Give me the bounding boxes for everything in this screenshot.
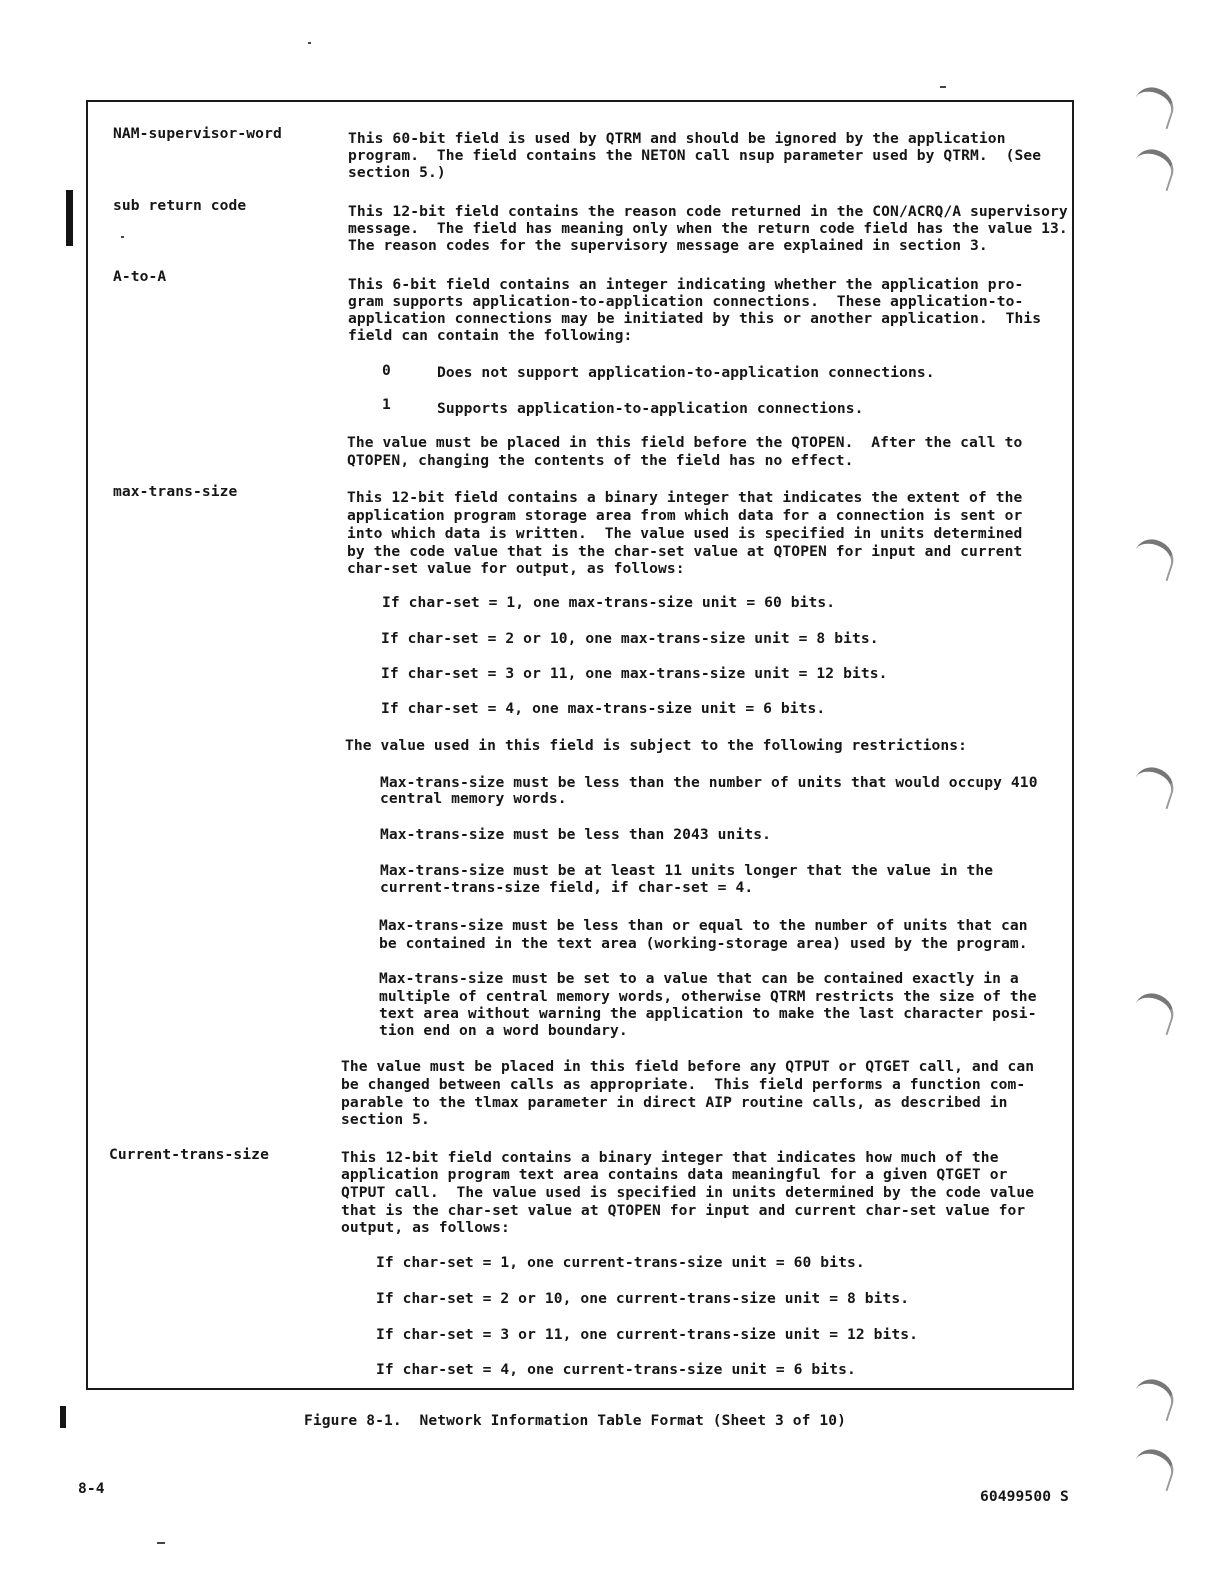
binder-hole bbox=[1129, 1445, 1178, 1492]
unit-rule: If char-set = 3 or 11, one max-trans-size unit = 12 bits. bbox=[381, 665, 888, 682]
entry-note-line: parable to the tlmax parameter in direct AIP routine calls, as described in bbox=[341, 1094, 1008, 1111]
entry-term: max-trans-size bbox=[113, 483, 238, 500]
entry-term: A-to-A bbox=[113, 268, 167, 285]
value-code: 1 bbox=[382, 396, 391, 413]
restriction-line: Max-trans-size must be at least 11 units longer that the value in the bbox=[380, 862, 994, 879]
restriction-line: Max-trans-size must be less than the number of units that would occupy 410 bbox=[380, 774, 1038, 791]
restrictions-intro: The value used in this field is subject to the following restrictions: bbox=[345, 737, 968, 754]
binder-hole bbox=[1129, 989, 1178, 1036]
entry-desc-line: into which data is written. The value used is specified in units determined bbox=[347, 525, 1023, 542]
restriction-line: Max-trans-size must be less than or equal to the number of units that can bbox=[379, 917, 1028, 934]
entry-desc-line: message. The field has meaning only when the return code field has the value 13. bbox=[348, 220, 1068, 237]
entry-desc-line: that is the char-set value at QTOPEN for input and current char-set value for bbox=[341, 1202, 1026, 1219]
restriction-line: central memory words. bbox=[380, 790, 567, 807]
unit-rule: If char-set = 1, one max-trans-size unit = 60 bits. bbox=[382, 594, 836, 611]
unit-rule: If char-set = 4, one max-trans-size unit = 6 bits. bbox=[381, 700, 826, 717]
entry-desc-line: by the code value that is the char-set value at QTOPEN for input and current bbox=[347, 543, 1023, 560]
value-description: Supports application-to-application connections. bbox=[437, 400, 864, 417]
entry-desc-line: application program text area contains data meaningful for a given QTGET or bbox=[341, 1166, 1008, 1183]
entry-desc-line: program. The field contains the NETON call nsup parameter used by QTRM. (See bbox=[348, 147, 1042, 164]
entry-term: Current-trans-size bbox=[109, 1146, 269, 1163]
scan-speck bbox=[308, 42, 311, 44]
restriction-line: multiple of central memory words, otherwise QTRM restricts the size of the bbox=[379, 988, 1037, 1005]
binder-hole bbox=[1129, 145, 1178, 192]
entry-desc-line: section 5.) bbox=[348, 164, 446, 181]
entry-term: NAM-supervisor-word bbox=[113, 125, 282, 142]
entry-term: sub return code bbox=[113, 197, 247, 214]
entry-desc-line: This 6-bit field contains an integer indicating whether the application pro- bbox=[348, 276, 1024, 293]
entry-desc-line: The reason codes for the supervisory message are explained in section 3. bbox=[348, 237, 988, 254]
entry-desc-line: This 12-bit field contains a binary integer that indicates the extent of the bbox=[347, 489, 1023, 506]
page-number: 8-4 bbox=[78, 1480, 105, 1497]
entry-desc-line: application program storage area from which data for a connection is sent or bbox=[347, 507, 1023, 524]
value-code: 0 bbox=[382, 362, 391, 379]
restriction-line: text area without warning the application to make the last character posi- bbox=[379, 1005, 1037, 1022]
entry-note-line: The value must be placed in this field before the QTOPEN. After the call to bbox=[347, 434, 1023, 451]
restriction-line: be contained in the text area (working-storage area) used by the program. bbox=[379, 935, 1028, 952]
unit-rule: If char-set = 3 or 11, one current-trans-size unit = 12 bits. bbox=[376, 1326, 919, 1343]
entry-note-line: The value must be placed in this field before any QTPUT or QTGET call, and can bbox=[341, 1058, 1035, 1075]
entry-desc-line: char-set value for output, as follows: bbox=[347, 560, 685, 577]
restriction-line: Max-trans-size must be set to a value that can be contained exactly in a bbox=[379, 970, 1019, 987]
entry-desc-line: application connections may be initiated by this or another application. This bbox=[348, 310, 1042, 327]
entry-desc-line: This 12-bit field contains the reason code returned in the CON/ACRQ/A supervisory bbox=[348, 203, 1068, 220]
entry-desc-line: gram supports application-to-application connections. These application-to- bbox=[348, 293, 1024, 310]
binder-hole bbox=[1129, 83, 1178, 130]
entry-note-line: be changed between calls as appropriate. This field performs a function com- bbox=[341, 1076, 1026, 1093]
entry-desc-line: output, as follows: bbox=[341, 1219, 510, 1236]
entry-note-line: QTOPEN, changing the contents of the field has no effect. bbox=[347, 452, 854, 469]
unit-rule: If char-set = 2 or 10, one max-trans-size unit = 8 bits. bbox=[381, 630, 879, 647]
scan-speck bbox=[157, 1542, 165, 1544]
unit-rule: If char-set = 2 or 10, one current-trans-size unit = 8 bits. bbox=[376, 1290, 910, 1307]
entry-desc-line: This 60-bit field is used by QTRM and should be ignored by the application bbox=[348, 130, 1006, 147]
entry-note-line: section 5. bbox=[341, 1111, 430, 1128]
restriction-line: Max-trans-size must be less than 2043 units. bbox=[380, 826, 771, 843]
restriction-line: tion end on a word boundary. bbox=[379, 1022, 628, 1039]
entry-desc-line: QTPUT call. The value used is specified in units determined by the code value bbox=[341, 1184, 1035, 1201]
figure-caption: Figure 8-1. Network Information Table Format (Sheet 3 of 10) bbox=[304, 1412, 847, 1429]
unit-rule: If char-set = 1, one current-trans-size unit = 60 bits. bbox=[376, 1254, 865, 1271]
document-number: 60499500 S bbox=[980, 1488, 1069, 1505]
binder-hole bbox=[1129, 1375, 1178, 1422]
scan-speck bbox=[121, 236, 124, 238]
binder-hole bbox=[1129, 535, 1178, 582]
scan-speck bbox=[940, 86, 946, 88]
restriction-line: current-trans-size field, if char-set = 4. bbox=[380, 879, 754, 896]
change-bar-top bbox=[66, 190, 73, 246]
change-bar-caption bbox=[60, 1406, 66, 1428]
unit-rule: If char-set = 4, one current-trans-size unit = 6 bits. bbox=[376, 1361, 856, 1378]
entry-desc-line: This 12-bit field contains a binary integer that indicates how much of the bbox=[341, 1149, 999, 1166]
entry-desc-line: field can contain the following: bbox=[348, 327, 633, 344]
binder-hole bbox=[1129, 763, 1178, 810]
value-description: Does not support application-to-application connections. bbox=[437, 364, 935, 381]
